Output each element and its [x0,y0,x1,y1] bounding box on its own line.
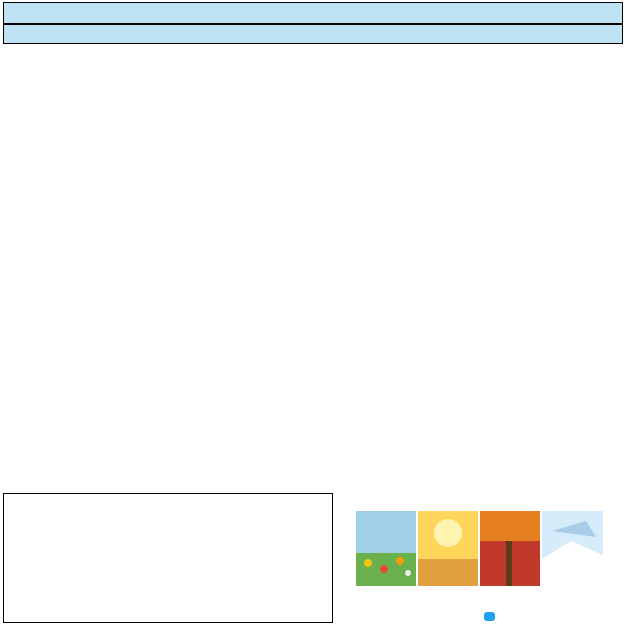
twitter-icon [484,612,495,621]
season-photos-icon [356,511,603,586]
almanac-title [3,2,623,24]
logo-social [431,610,551,622]
chescowx-logo [336,484,623,623]
period-of-record-box [3,493,333,623]
almanac-date [3,24,623,44]
